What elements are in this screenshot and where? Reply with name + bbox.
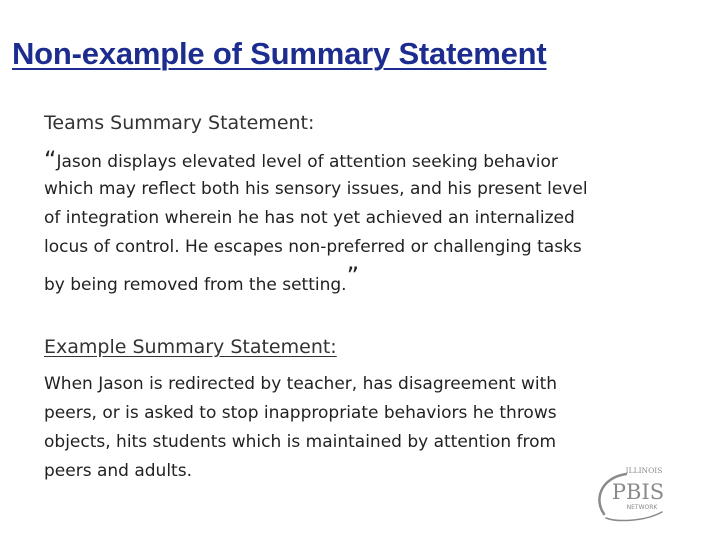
quote-line-3: of integration wherein he has not yet achieved an internalized: [44, 208, 575, 228]
logo-main-text: PBIS: [611, 480, 665, 504]
quote-line-4: locus of control. He escapes non-preferred or challenging tasks: [44, 237, 582, 257]
example-summary-heading: Example Summary Statement:: [44, 336, 337, 358]
teams-summary-quote: [44, 146, 684, 295]
illinois-pbis-network-logo: [592, 464, 672, 528]
teams-summary-heading: Teams Summary Statement:: [44, 112, 315, 134]
example-line-3: objects, hits students which is maintained by attention from: [44, 432, 557, 452]
close-quote-mark: ”: [346, 262, 359, 290]
example-line-4: peers and adults.: [44, 461, 192, 481]
logo-swoosh-bottom: [606, 512, 662, 520]
example-line-2: peers, or is asked to stop inappropriate behaviors he throws: [44, 403, 557, 423]
example-line-1: When Jason is redirected by teacher, has disagreement with: [44, 374, 558, 394]
quote-line-5: by being removed from the setting.”: [44, 262, 359, 295]
quote-line-1: “Jason displays elevated level of attention seeking behavior: [44, 146, 558, 174]
example-summary-text: [44, 370, 684, 486]
logo-bottom-text: NETWORK: [626, 504, 658, 511]
open-quote-mark: “: [44, 146, 57, 174]
slide-title: Non-example of Summary Statement: [12, 36, 547, 71]
logo-top-text: ILLINOIS: [625, 466, 663, 475]
quote-line-2: which may reflect both his sensory issues, and his present level: [44, 179, 588, 199]
